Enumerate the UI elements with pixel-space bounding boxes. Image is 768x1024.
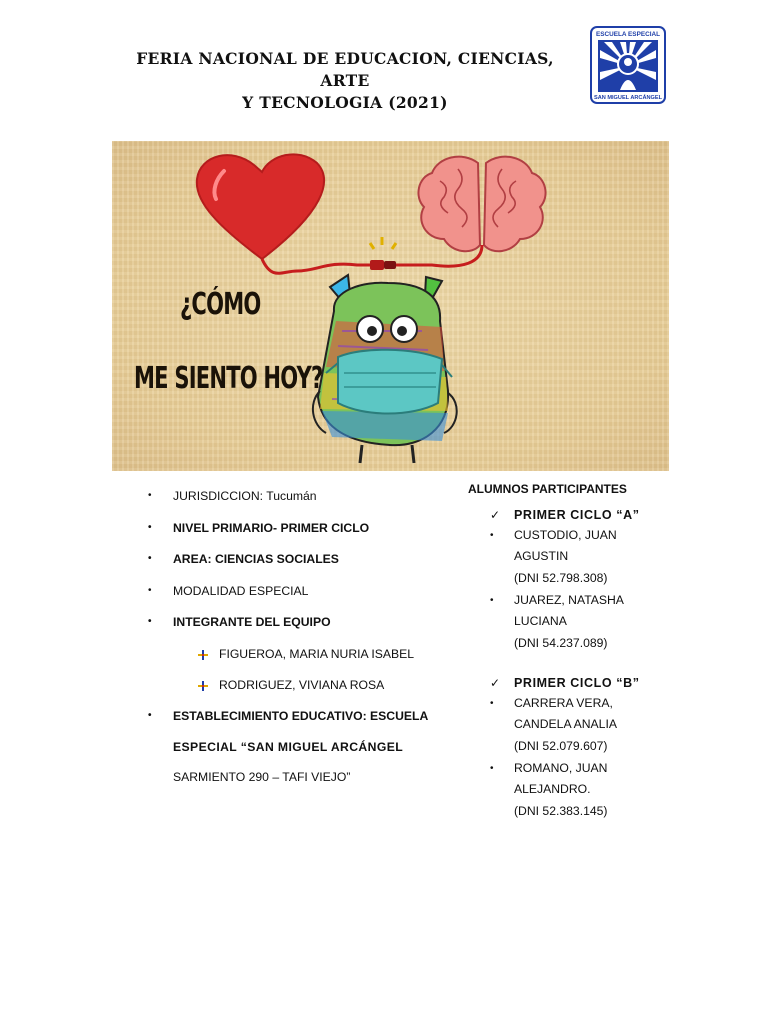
student-dni: (DNI 54.237.089) (514, 636, 608, 650)
student-dni: (DNI 52.079.607) (514, 739, 608, 753)
face-mask-icon (338, 350, 442, 414)
group-label (468, 673, 668, 693)
group-label-text: PRIMER CICLO “A” (514, 508, 640, 522)
student-name-cont: AGUSTIN (514, 549, 569, 563)
info-jurisdiccion: • JURISDICCION: Tucumán (148, 486, 458, 518)
student-name-cont: LUCIANA (514, 614, 567, 628)
school-logo (590, 26, 666, 104)
color-monster-illustration (313, 275, 457, 463)
page-title (120, 48, 570, 114)
establecimiento-line-1: • ESTABLECIMIENTO EDUCATIVO: ESCUELA (173, 708, 429, 723)
banner-question-line-1: ¿CÓMO (180, 287, 261, 322)
info-integrante-label: • INTEGRANTE DEL EQUIPO (148, 612, 458, 644)
student-dni: (DNI 52.383.145) (514, 804, 608, 818)
student-name: • JUAREZ, NATASHA (468, 590, 668, 611)
student-dni: (DNI 52.798.308) (514, 571, 608, 585)
project-info (148, 486, 458, 787)
info-modalidad: • MODALIDAD ESPECIAL (148, 581, 458, 613)
banner-illustration (112, 141, 669, 471)
team-member-name: FIGUEROA, MARIA NURIA ISABEL (219, 646, 415, 661)
student-name: • CARRERA VERA, (468, 693, 668, 714)
group-label-text: PRIMER CICLO “B” (514, 676, 640, 690)
student-name-cont: ALEJANDRO. (514, 782, 591, 796)
info-direccion: SARMIENTO 290 – TAFI VIEJO” (173, 769, 351, 784)
info-nivel: • NIVEL PRIMARIO- PRIMER CICLO (148, 518, 458, 550)
title-line-1: FERIA NACIONAL DE EDUCACION, CIENCIAS, ARTE (136, 49, 554, 90)
info-establecimiento (148, 706, 458, 757)
cross-bullet-icon (198, 681, 208, 691)
team-member (148, 644, 458, 675)
establecimiento-line-2: ESPECIAL “SAN MIGUEL ARCÁNGEL (173, 739, 404, 754)
checkmark-icon: ✓ (490, 676, 501, 690)
checkmark-icon: ✓ (490, 508, 501, 522)
student-name: • CUSTODIO, JUAN (468, 525, 668, 546)
group-label (468, 505, 668, 525)
team-member (148, 675, 458, 706)
title-line-2: Y TECNOLOGIA (2021) (242, 93, 448, 112)
student-name: • ROMANO, JUAN (468, 758, 668, 779)
cross-bullet-icon (198, 650, 208, 660)
student-name-cont: CANDELA ANALIA (514, 717, 617, 731)
brain-icon (418, 157, 545, 252)
logo-bottom-text: SAN MIGUEL ARCÁNGEL (593, 95, 663, 101)
info-area: • AREA: CIENCIAS SOCIALES (148, 549, 458, 581)
participants-list (468, 478, 668, 823)
heart-icon (197, 154, 324, 259)
logo-top-text: ESCUELA ESPECIAL (595, 31, 661, 38)
participants-heading: ALUMNOS PARTICIPANTES (468, 482, 627, 496)
team-member-name: RODRIGUEZ, VIVIANA ROSA (219, 677, 385, 692)
banner-question-line-2: ME SIENTO HOY? (134, 361, 323, 396)
